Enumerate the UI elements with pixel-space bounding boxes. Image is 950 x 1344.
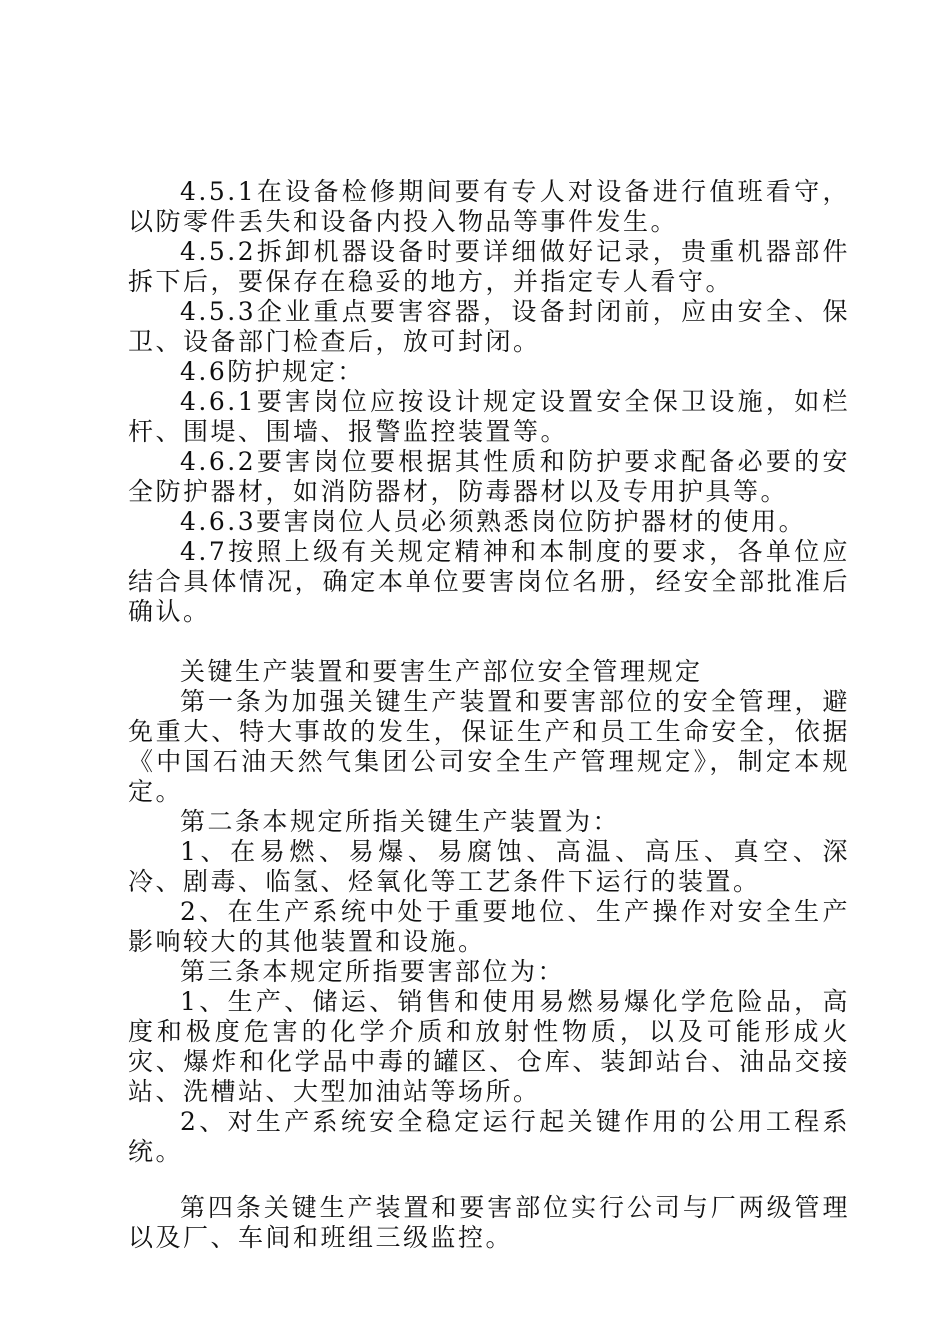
section-gap — [128, 627, 850, 657]
document-body — [128, 177, 850, 1253]
article-3-item-1: 1、生产、储运、销售和使用易燃易爆化学危险品，高度和极度危害的化学介质和放射性物质，以及可能形成火灾、爆炸和化学品中毒的罐区、仓库、装卸站台、油品交接站、洗槽站、大型加油站等场所。 — [128, 987, 850, 1106]
section-gap — [128, 1167, 850, 1193]
paragraph-4-5-3: 4.5.3企业重点要害容器，设备封闭前，应由安全、保卫、设备部门检查后，放可封闭。 — [128, 297, 850, 356]
paragraph-4-7: 4.7按照上级有关规定精神和本制度的要求，各单位应结合具体情况，确定本单位要害岗位名册，经安全部批准后确认。 — [128, 537, 850, 626]
paragraph-4-6-3: 4.6.3要害岗位人员必须熟悉岗位防护器材的使用。 — [180, 507, 807, 536]
article-1: 第一条为加强关键生产装置和要害部位的安全管理，避免重大、特大事故的发生，保证生产和员工生命安全，依据《中国石油天然气集团公司安全生产管理规定》，制定本规定。 — [128, 687, 850, 806]
article-4: 第四条关键生产装置和要害部位实行公司与厂两级管理以及厂、车间和班组三级监控。 — [128, 1193, 850, 1252]
article-2-item-2: 2、在生产系统中处于重要地位、生产操作对安全生产影响较大的其他装置和设施。 — [128, 897, 850, 956]
paragraph-4-5-2: 4.5.2拆卸机器设备时要详细做好记录，贵重机器部件拆下后，要保存在稳妥的地方，并指定专人看守。 — [128, 237, 850, 296]
paragraph-4-5-1: 4.5.1在设备检修期间要有专人对设备进行值班看守，以防零件丢失和设备内投入物品等事件发生。 — [128, 177, 850, 236]
paragraph-4-6-2: 4.6.2要害岗位要根据其性质和防护要求配备必要的安全防护器材，如消防器材，防毒器材以及专用护具等。 — [128, 447, 850, 506]
article-2: 第二条本规定所指关键生产装置为： — [180, 807, 621, 836]
article-3: 第三条本规定所指要害部位为： — [180, 957, 566, 986]
section-title: 关键生产装置和要害生产部位安全管理规定 — [180, 657, 703, 686]
paragraph-4-6-1: 4.6.1要害岗位应按设计规定设置安全保卫设施，如栏杆、围堤、围墙、报警监控装置等。 — [128, 387, 850, 446]
article-2-item-1: 1、在易燃、易爆、易腐蚀、高温、高压、真空、深冷、剧毒、临氢、烃氧化等工艺条件下运行的装置。 — [128, 837, 850, 896]
article-3-item-2: 2、对生产系统安全稳定运行起关键作用的公用工程系统。 — [128, 1107, 850, 1166]
paragraph-4-6: 4.6防护规定： — [180, 357, 365, 386]
